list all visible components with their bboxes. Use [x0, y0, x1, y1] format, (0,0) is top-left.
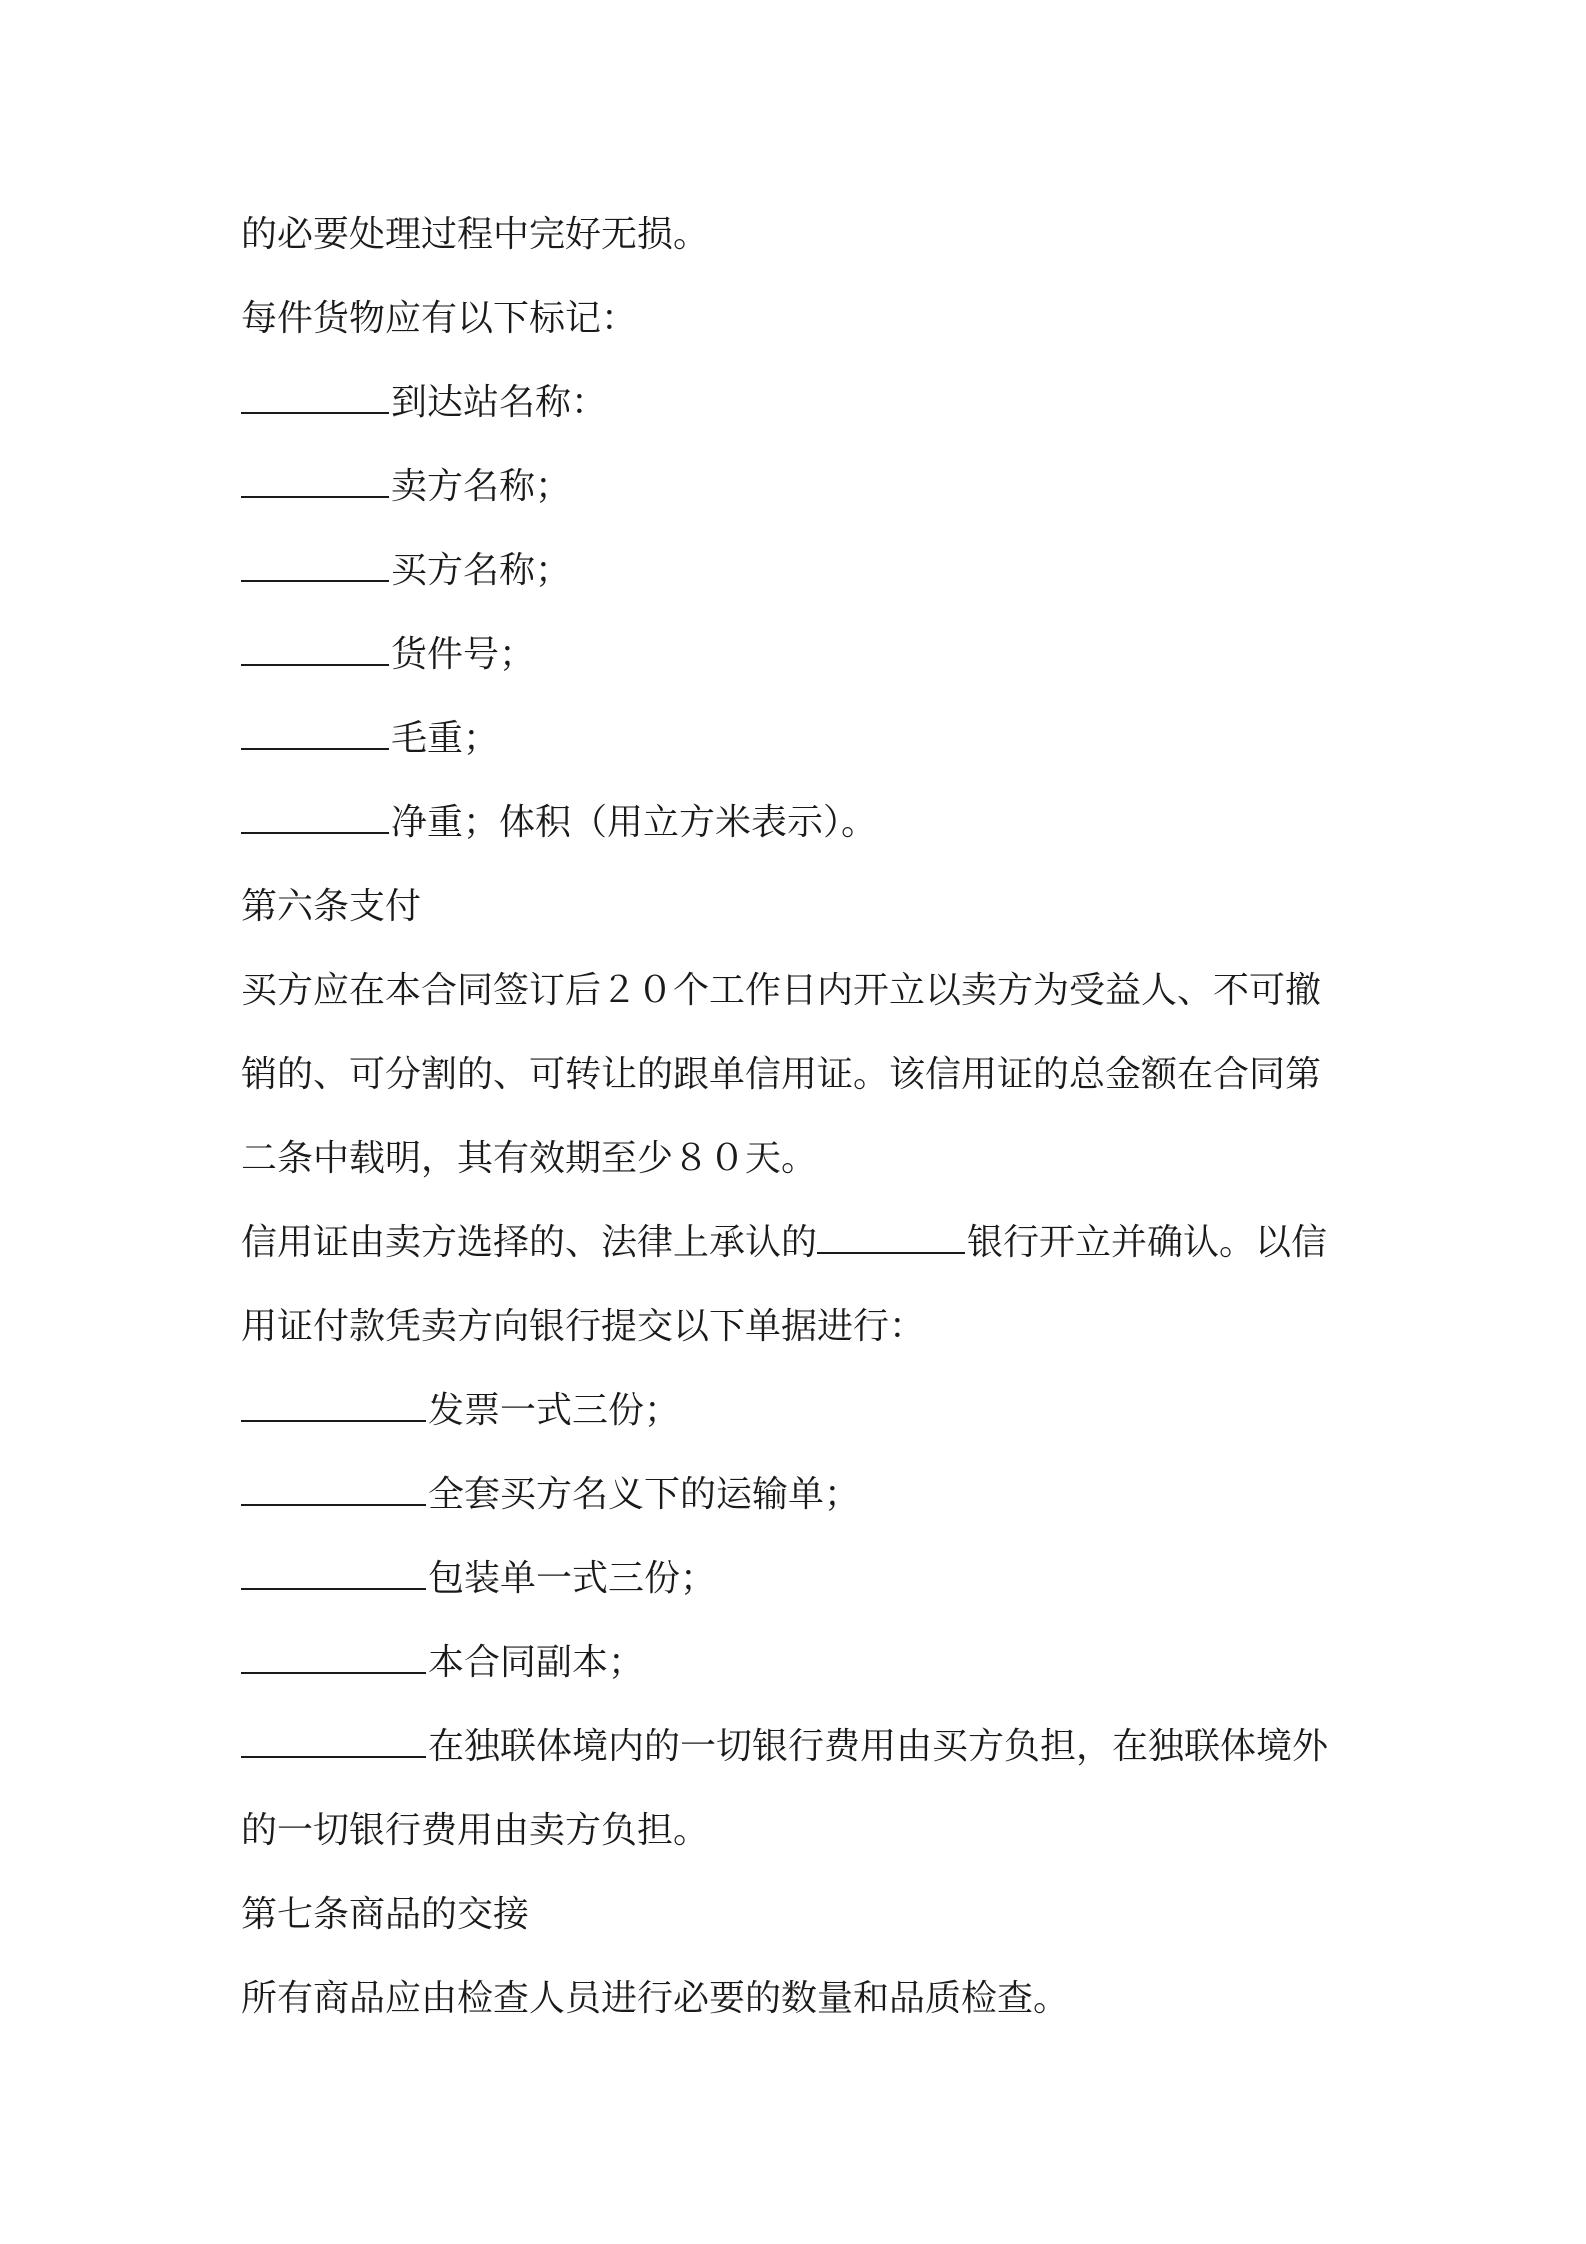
- line-text: 每件货物应有以下标记：: [241, 298, 638, 339]
- text-line: [241, 1789, 1361, 1873]
- fill-in-blank: [241, 1726, 426, 1758]
- fill-in-blank: [241, 1642, 426, 1674]
- fill-in-blank: [817, 1222, 965, 1254]
- line-text: 的一切银行费用由卖方负担。: [241, 1810, 710, 1851]
- line-text: 二条中载明，其有效期至少８０天。: [241, 1138, 818, 1179]
- fill-in-blank: [241, 1474, 426, 1506]
- fill-in-blank: [241, 550, 389, 582]
- line-text: 本合同副本；: [428, 1642, 645, 1683]
- line-text: 用证付款凭卖方向银行提交以下单据进行：: [241, 1306, 926, 1347]
- text-line: [241, 697, 1361, 781]
- line-text: 到达站名称：: [391, 382, 608, 423]
- line-text: 销的、可分割的、可转让的跟单信用证。该信用证的总金额在合同第: [241, 1054, 1322, 1095]
- line-text: 净重；体积（用立方米表示）。: [391, 802, 878, 843]
- text-line: [241, 781, 1361, 865]
- text-line: [241, 1117, 1361, 1201]
- text-line: [241, 445, 1361, 529]
- line-text: 在独联体境内的一切银行费用由买方负担，在独联体境外: [428, 1726, 1329, 1767]
- line-text: 发票一式三份；: [428, 1390, 681, 1431]
- line-text: 买方名称；: [391, 550, 572, 591]
- line-text: 全套买方名义下的运输单；: [428, 1474, 861, 1515]
- text-line: [241, 949, 1361, 1033]
- fill-in-blank: [241, 1390, 426, 1422]
- fill-in-blank: [241, 382, 389, 414]
- fill-in-blank: [241, 634, 389, 666]
- text-line: [241, 1369, 1361, 1453]
- line-text: 买方应在本合同签订后２０个工作日内开立以卖方为受益人、不可撤: [241, 970, 1322, 1011]
- text-line: [241, 193, 1361, 277]
- text-line: [241, 1201, 1361, 1285]
- line-text: 包装单一式三份；: [428, 1558, 717, 1599]
- fill-in-blank: [241, 718, 389, 750]
- line-text: 卖方名称；: [391, 466, 572, 507]
- text-line: [241, 361, 1361, 445]
- line-text: 第六条支付: [241, 886, 422, 927]
- text-line: [241, 277, 1361, 361]
- fill-in-blank: [241, 466, 389, 498]
- fill-in-blank: [241, 1558, 426, 1590]
- line-text: 第七条商品的交接: [241, 1894, 530, 1935]
- text-line: [241, 1285, 1361, 1369]
- line-text: 银行开立并确认。以信: [967, 1222, 1328, 1263]
- line-text: 的必要处理过程中完好无损。: [241, 214, 710, 255]
- text-line: [241, 1453, 1361, 1537]
- text-line: [241, 1537, 1361, 1621]
- fill-in-blank: [241, 802, 389, 834]
- text-line: [241, 529, 1361, 613]
- text-line: [241, 1621, 1361, 1705]
- document-body: [241, 193, 1361, 2041]
- text-line: [241, 865, 1361, 949]
- line-text: 毛重；: [391, 718, 500, 759]
- line-text: 货件号；: [391, 634, 536, 675]
- text-line: [241, 1033, 1361, 1117]
- text-line: [241, 1957, 1361, 2041]
- text-line: [241, 1873, 1361, 1957]
- line-text-prefix: 信用证由卖方选择的、法律上承认的: [241, 1222, 818, 1263]
- text-line: [241, 1705, 1361, 1789]
- text-line: [241, 613, 1361, 697]
- line-text: 所有商品应由检查人员进行必要的数量和品质检查。: [241, 1978, 1070, 2019]
